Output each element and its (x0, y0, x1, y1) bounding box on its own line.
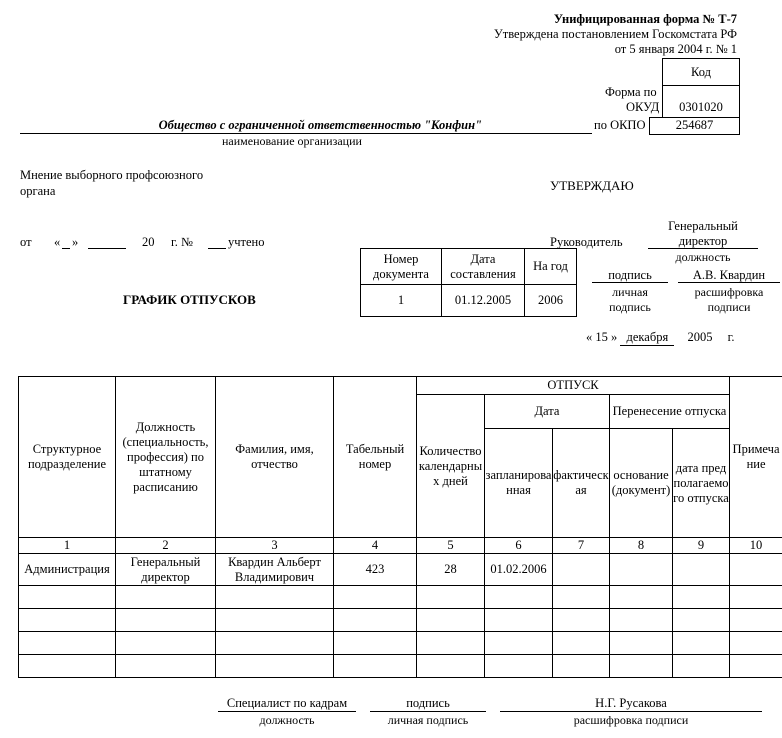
doc-year-value: 2006 (525, 285, 577, 317)
cell-basis (610, 554, 673, 586)
cell-name (216, 586, 334, 609)
header-position: Должность (специальность, профессия) по штатному расписанию (116, 377, 216, 538)
cell-note (730, 655, 782, 678)
cell-note (730, 586, 782, 609)
cell-days (417, 632, 485, 655)
cell-note (730, 554, 782, 586)
cell-planned (485, 586, 553, 609)
approve-decoding-caption-1: расшифровка (694, 285, 764, 299)
cell-structural (19, 632, 116, 655)
col-number: 3 (216, 538, 334, 554)
cell-structural: Администрация (19, 554, 116, 586)
approve-signature: подпись (592, 268, 668, 283)
approve-signature-caption-1: личная (612, 285, 648, 299)
col-number: 10 (730, 538, 782, 554)
header-note: Примечание (730, 377, 782, 538)
cell-structural (19, 586, 116, 609)
cell-expected (673, 655, 730, 678)
cell-expected (673, 586, 730, 609)
cell-name (216, 609, 334, 632)
approve-title: УТВЕРЖДАЮ (550, 178, 634, 193)
approve-signature-caption-2: подпись (609, 300, 651, 314)
union-quote-open: « (54, 235, 61, 249)
header-vacation: ОТПУСК (417, 377, 730, 395)
cell-expected (673, 609, 730, 632)
cell-tab-number: 423 (334, 554, 417, 586)
approve-position-line1: Генеральный (668, 219, 738, 233)
cell-expected (673, 554, 730, 586)
approve-position-line2: директор (648, 234, 758, 249)
okpo-label: по ОКПО (594, 118, 646, 132)
col-number: 9 (673, 538, 730, 554)
cell-tab-number (334, 586, 417, 609)
header-tab-number: Табельный номер (334, 377, 417, 538)
table-row (19, 586, 782, 609)
cell-expected (673, 632, 730, 655)
code-header-box (662, 58, 740, 86)
cell-planned (485, 632, 553, 655)
header-expected: дата предполагаемого отпуска (673, 429, 730, 538)
okpo-value: 254687 (675, 118, 714, 132)
cell-basis (610, 655, 673, 678)
col-number: 7 (553, 538, 610, 554)
cell-name: Квардин Альберт Владимирович (216, 554, 334, 586)
code-label: Код (691, 65, 711, 79)
cell-actual (553, 632, 610, 655)
union-year-suffix: г. № (171, 235, 193, 249)
organization-line (20, 118, 592, 134)
col-number: 5 (417, 538, 485, 554)
approve-position-caption: должность (675, 250, 731, 264)
document-info-table (360, 248, 577, 317)
cell-position (116, 655, 216, 678)
approve-date-quote-close: » (611, 330, 618, 344)
table-row (19, 554, 782, 586)
vacation-schedule-table (18, 376, 782, 678)
col-number: 8 (610, 538, 673, 554)
cell-actual (553, 586, 610, 609)
table-row (19, 632, 782, 655)
cell-days (417, 586, 485, 609)
union-number-line (208, 248, 226, 249)
approve-date-quote-open: « (586, 330, 593, 344)
cell-name (216, 632, 334, 655)
header-basis: основание (документ) (610, 429, 673, 538)
union-day-line (62, 248, 70, 249)
header-actual: фактическая (553, 429, 610, 538)
cell-position: Генеральный директор (116, 554, 216, 586)
approve-date-year-suffix: г. (727, 330, 735, 344)
union-year-prefix: 20 (142, 235, 155, 249)
cell-days: 28 (417, 554, 485, 586)
table-row (19, 609, 782, 632)
okud-value: 0301020 (679, 100, 723, 114)
footer-signature-caption: личная подпись (387, 713, 469, 727)
okpo-code-box (649, 117, 740, 135)
cell-basis (610, 609, 673, 632)
union-from-label: от (20, 235, 32, 249)
footer-decoding: Н.Г. Русакова (500, 696, 762, 712)
cell-note (730, 632, 782, 655)
header-transfer: Перенесение отпуска (610, 395, 730, 429)
cell-tab-number (334, 609, 417, 632)
form-title: Унифицированная форма № Т-7 (553, 12, 737, 26)
okud-label: ОКУД (626, 100, 660, 114)
union-quote-close: » (72, 235, 79, 249)
cell-note (730, 609, 782, 632)
approve-decoding-caption-2: подписи (707, 300, 751, 314)
header-days: Количество календарных дней (417, 395, 485, 538)
footer-signature: подпись (370, 696, 486, 712)
cell-basis (610, 586, 673, 609)
col-number: 6 (485, 538, 553, 554)
union-opinion-line1: Мнение выборного профсоюзного (20, 168, 204, 182)
approve-date-year: 2005 (687, 330, 713, 344)
cell-actual (553, 609, 610, 632)
cell-days (417, 609, 485, 632)
union-month-line (88, 248, 126, 249)
approve-date-month: декабря (620, 330, 674, 346)
approve-decoding: А.В. Квардин (678, 268, 780, 283)
schedule-title: ГРАФИК ОТПУСКОВ (123, 292, 256, 307)
cell-position (116, 609, 216, 632)
header-planned: запланированная (485, 429, 553, 538)
cell-actual (553, 554, 610, 586)
doc-year-header: На год (525, 249, 577, 285)
cell-tab-number (334, 655, 417, 678)
cell-position (116, 632, 216, 655)
approved-by: Утверждена постановлением Госкомстата РФ (493, 27, 737, 41)
approve-date-day: 15 (595, 330, 608, 344)
doc-date-header: Дата составления (442, 249, 525, 285)
approve-head-label: Руководитель (550, 235, 623, 249)
cell-planned (485, 609, 553, 632)
cell-structural (19, 655, 116, 678)
header-date: Дата (485, 395, 610, 429)
cell-planned (485, 655, 553, 678)
col-number: 4 (334, 538, 417, 554)
form-label: Форма по (605, 85, 657, 99)
cell-position (116, 586, 216, 609)
doc-number-header: Номер документа (361, 249, 442, 285)
okud-code-box (662, 85, 740, 118)
organization-caption: наименование организации (222, 134, 362, 148)
cell-tab-number (334, 632, 417, 655)
cell-name (216, 655, 334, 678)
table-row (19, 655, 782, 678)
doc-date-value: 01.12.2005 (442, 285, 525, 317)
union-opinion-line2: органа (20, 184, 56, 198)
cell-basis (610, 632, 673, 655)
footer-position: Специалист по кадрам (218, 696, 356, 712)
approve-date (586, 330, 734, 346)
doc-number-value: 1 (361, 285, 442, 317)
col-number: 1 (19, 538, 116, 554)
cell-structural (19, 609, 116, 632)
cell-planned: 01.02.2006 (485, 554, 553, 586)
col-number: 2 (116, 538, 216, 554)
union-accounted: учтено (228, 235, 265, 249)
approved-date: от 5 января 2004 г. № 1 (614, 42, 737, 56)
cell-days (417, 655, 485, 678)
header-structural: Структурное подразделение (19, 377, 116, 538)
footer-decoding-caption: расшифровка подписи (573, 713, 689, 727)
organization-name: Общество с ограниченной ответственностью "Конфин" (158, 118, 482, 132)
cell-actual (553, 655, 610, 678)
header-name: Фамилия, имя, отчество (216, 377, 334, 538)
footer-position-caption: должность (259, 713, 315, 727)
